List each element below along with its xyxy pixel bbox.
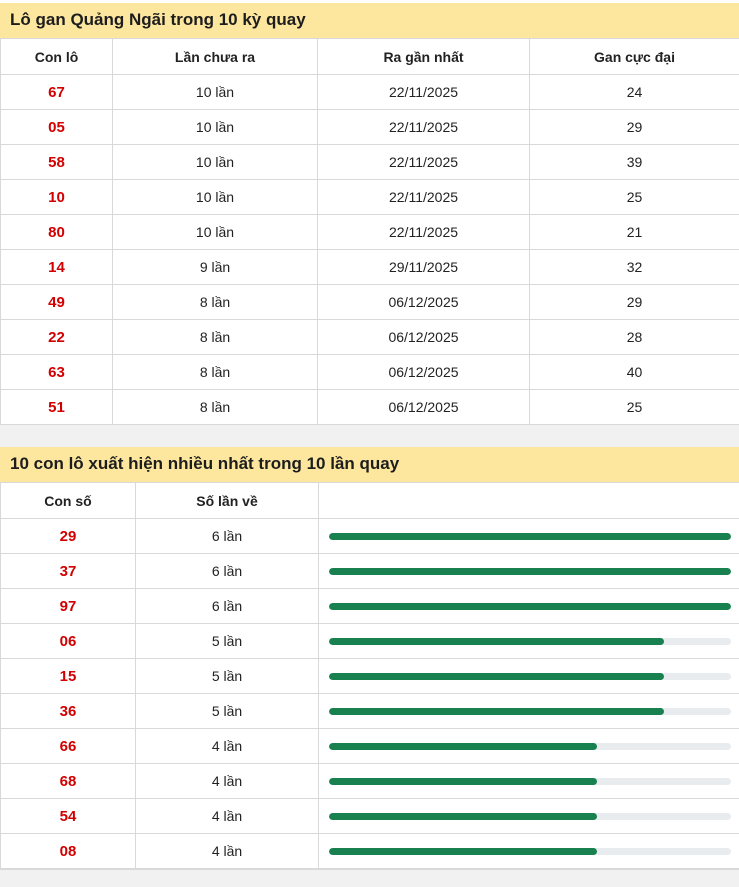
lo-number: 14 [1, 250, 113, 285]
table-row [1, 180, 739, 215]
max-gap: 29 [530, 285, 739, 320]
lo-number: 06 [1, 624, 136, 659]
bar-fill [329, 848, 597, 855]
bar-cell [319, 694, 739, 729]
last-seen-date: 22/11/2025 [318, 215, 530, 250]
table-row [1, 110, 739, 145]
frequent-table [0, 482, 739, 869]
max-gap: 28 [530, 320, 739, 355]
lo-number: 58 [1, 145, 113, 180]
missed-count: 8 lần [113, 355, 318, 390]
table-row [1, 519, 739, 554]
max-gap: 29 [530, 110, 739, 145]
bar-cell [319, 519, 739, 554]
lo-number: 54 [1, 799, 136, 834]
table-row [1, 799, 739, 834]
max-gap: 25 [530, 390, 739, 425]
appear-count: 5 lần [136, 624, 319, 659]
last-seen-date: 22/11/2025 [318, 145, 530, 180]
lo-number: 10 [1, 180, 113, 215]
bar-track [329, 743, 731, 750]
table-row [1, 729, 739, 764]
appear-count: 6 lần [136, 554, 319, 589]
gan-table [0, 38, 739, 425]
lo-number: 08 [1, 834, 136, 869]
bar-track [329, 638, 731, 645]
bar-cell [319, 764, 739, 799]
lo-number: 05 [1, 110, 113, 145]
missed-count: 8 lần [113, 320, 318, 355]
lo-number: 68 [1, 764, 136, 799]
table-row [1, 250, 739, 285]
appear-count: 4 lần [136, 729, 319, 764]
section-gap [0, 425, 739, 447]
col-header-bar [319, 483, 739, 519]
gan-table-header-row [1, 39, 739, 75]
table-row [1, 320, 739, 355]
missed-count: 10 lần [113, 145, 318, 180]
table-row [1, 659, 739, 694]
appear-count: 4 lần [136, 799, 319, 834]
table-row [1, 834, 739, 869]
bar-track [329, 848, 731, 855]
bar-fill [329, 743, 597, 750]
table-row [1, 694, 739, 729]
appear-count: 6 lần [136, 519, 319, 554]
table-row [1, 145, 739, 180]
last-seen-date: 22/11/2025 [318, 110, 530, 145]
gan-section-title: Lô gan Quảng Ngãi trong 10 kỳ quay [0, 3, 739, 38]
max-gap: 21 [530, 215, 739, 250]
bar-fill [329, 673, 664, 680]
lo-number: 22 [1, 320, 113, 355]
bar-track [329, 533, 731, 540]
bar-track [329, 708, 731, 715]
col-header-so-lan-ve: Số lần về [136, 483, 319, 519]
lo-number: 29 [1, 519, 136, 554]
bar-cell [319, 729, 739, 764]
max-gap: 24 [530, 75, 739, 110]
last-seen-date: 06/12/2025 [318, 390, 530, 425]
max-gap: 25 [530, 180, 739, 215]
bar-fill [329, 813, 597, 820]
appear-count: 4 lần [136, 834, 319, 869]
bar-fill [329, 638, 664, 645]
lo-number: 37 [1, 554, 136, 589]
appear-count: 6 lần [136, 589, 319, 624]
lo-number: 51 [1, 390, 113, 425]
missed-count: 10 lần [113, 110, 318, 145]
table-row [1, 75, 739, 110]
col-header-con-lo: Con lô [1, 39, 113, 75]
bar-track [329, 778, 731, 785]
lo-number: 80 [1, 215, 113, 250]
frequent-table-header-row [1, 483, 739, 519]
bar-track [329, 813, 731, 820]
table-row [1, 355, 739, 390]
bar-cell [319, 589, 739, 624]
table-row [1, 589, 739, 624]
last-seen-date: 22/11/2025 [318, 75, 530, 110]
table-row [1, 764, 739, 799]
last-seen-date: 22/11/2025 [318, 180, 530, 215]
table-row [1, 554, 739, 589]
bar-cell [319, 659, 739, 694]
lo-number: 97 [1, 589, 136, 624]
bar-cell [319, 624, 739, 659]
max-gap: 39 [530, 145, 739, 180]
lo-number: 36 [1, 694, 136, 729]
last-seen-date: 29/11/2025 [318, 250, 530, 285]
appear-count: 5 lần [136, 694, 319, 729]
missed-count: 10 lần [113, 75, 318, 110]
bar-track [329, 568, 731, 575]
missed-count: 8 lần [113, 285, 318, 320]
col-header-ra-gan-nhat: Ra gần nhất [318, 39, 530, 75]
bar-fill [329, 778, 597, 785]
max-gap: 32 [530, 250, 739, 285]
missed-count: 10 lần [113, 215, 318, 250]
bar-fill [329, 533, 731, 540]
frequent-section-title: 10 con lô xuất hiện nhiều nhất trong 10 lần quay [0, 447, 739, 482]
bar-fill [329, 603, 731, 610]
last-seen-date: 06/12/2025 [318, 320, 530, 355]
max-gap: 40 [530, 355, 739, 390]
last-seen-date: 06/12/2025 [318, 285, 530, 320]
bar-fill [329, 708, 664, 715]
bar-fill [329, 568, 731, 575]
bar-track [329, 603, 731, 610]
col-header-lan-chua-ra: Lần chưa ra [113, 39, 318, 75]
bar-cell [319, 834, 739, 869]
lo-number: 49 [1, 285, 113, 320]
lo-number: 66 [1, 729, 136, 764]
appear-count: 4 lần [136, 764, 319, 799]
lo-number: 67 [1, 75, 113, 110]
missed-count: 9 lần [113, 250, 318, 285]
last-seen-date: 06/12/2025 [318, 355, 530, 390]
missed-count: 10 lần [113, 180, 318, 215]
bottom-divider [0, 869, 739, 877]
lo-number: 63 [1, 355, 113, 390]
table-row [1, 624, 739, 659]
table-row [1, 285, 739, 320]
bar-cell [319, 799, 739, 834]
col-header-con-so: Con số [1, 483, 136, 519]
table-row [1, 215, 739, 250]
lo-number: 15 [1, 659, 136, 694]
bar-track [329, 673, 731, 680]
col-header-gan-cuc-dai: Gan cực đại [530, 39, 739, 75]
table-row [1, 390, 739, 425]
bar-cell [319, 554, 739, 589]
missed-count: 8 lần [113, 390, 318, 425]
appear-count: 5 lần [136, 659, 319, 694]
